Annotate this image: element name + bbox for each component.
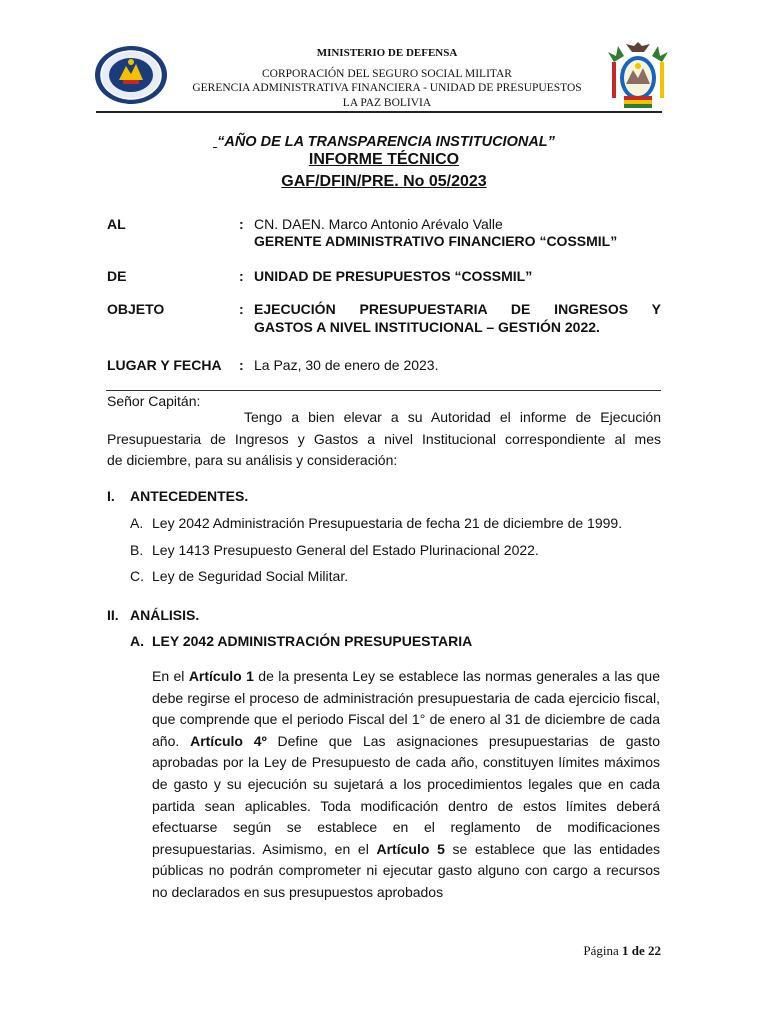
- from-label: DE: [107, 268, 127, 284]
- bolivia-coat-of-arms-icon: [606, 40, 670, 108]
- to-colon: :: [239, 216, 244, 232]
- corporation-heading: CORPORACIÓN DEL SEGURO SOCIAL MILITAR: [262, 68, 512, 80]
- list-item: C. Ley de Seguridad Social Militar.: [130, 568, 349, 584]
- header-divider: [96, 111, 662, 113]
- list-item: A. Ley 2042 Administración Presupuestaria de fecha 21 de diciembre de 1999.: [130, 515, 623, 531]
- intro-line-2: Presupuestaria de Ingresos y Gastos a nivel Institucional correspondiente al mes: [107, 431, 661, 447]
- cossmil-seal-icon: [93, 44, 169, 106]
- from-colon: :: [239, 268, 244, 284]
- document-title: INFORME TÉCNICO: [308, 151, 460, 168]
- city-heading: LA PAZ BOLIVIA: [342, 97, 432, 109]
- subject-label: OBJETO: [107, 301, 165, 317]
- section-analisis-heading: II. ANÁLISIS.: [107, 607, 200, 623]
- subject-line-2: GASTOS A NIVEL INSTITUCIONAL – GESTIÓN 2022.: [254, 319, 600, 335]
- salutation: Señor Capitán:: [107, 393, 201, 409]
- intro-line-1: Tengo a bien elevar a su Autoridad el informe de Ejecución: [244, 409, 661, 425]
- section-antecedentes-heading: I. ANTECEDENTES.: [107, 488, 249, 504]
- to-name: CN. DAEN. Marco Antonio Arévalo Valle: [254, 216, 503, 232]
- page-number: Página 1 de 22: [583, 943, 661, 958]
- place-date-value: La Paz, 30 de enero de 2023.: [254, 357, 439, 373]
- document-reference: GAF/DFIN/PRE. No 05/2023: [281, 173, 487, 190]
- institutional-motto: “AÑO DE LA TRANSPARENCIA INSTITUCIONAL”: [217, 134, 555, 150]
- division-heading: GERENCIA ADMINISTRATIVA FINANCIERA - UNIDAD DE PRESUPUESTOS: [192, 82, 582, 94]
- analysis-paragraph: En el Artículo 1 de la presenta Ley se establece las normas generales a las que debe regirse el proceso de administración presupuestaria de cada ejercicio fiscal, que comprende que el periodo Fiscal del 1° de enero al 31 de diciembre de cada año. Artículo 4º Define que Las asignaciones presupuestarias de gasto aprobadas por la Ley de Presupuesto de cada año, constituyen límites máximos de gasto y su ejecución su sujetará a los procedimientos legales que en cada partida sean aplicables. Toda modificación dentro de estos límites deberá efectuarse según se establece en el reglamento de modificaciones presupuestarias. Asimismo, en el Artículo 5 se establece que las entidades públicas no podrán comprometer ni ejecutar gasto alguno con cargo a recursos no declarados en sus presupuestos aprobados: [152, 668, 660, 900]
- intro-line-3: de diciembre, para su análisis y consideración:: [107, 452, 398, 468]
- list-item: B. Ley 1413 Presupuesto General del Estado Plurinacional 2022.: [130, 542, 539, 558]
- place-date-label: LUGAR Y FECHA: [107, 357, 222, 373]
- subsection-heading: A. LEY 2042 ADMINISTRACIÓN PRESUPUESTARIA: [130, 633, 473, 649]
- memo-divider: [106, 390, 661, 391]
- ministry-heading: MINISTERIO DE DEFENSA: [316, 47, 458, 59]
- subject-line-1: EJECUCIÓN PRESUPUESTARIA DE INGRESOS Y: [254, 301, 661, 317]
- subject-colon: :: [239, 301, 244, 317]
- from-value: UNIDAD DE PRESUPUESTOS “COSSMIL”: [254, 268, 533, 284]
- to-label: AL: [107, 216, 126, 232]
- place-date-colon: :: [239, 357, 244, 373]
- to-position: GERENTE ADMINISTRATIVO FINANCIERO “COSSMIL”: [254, 233, 618, 249]
